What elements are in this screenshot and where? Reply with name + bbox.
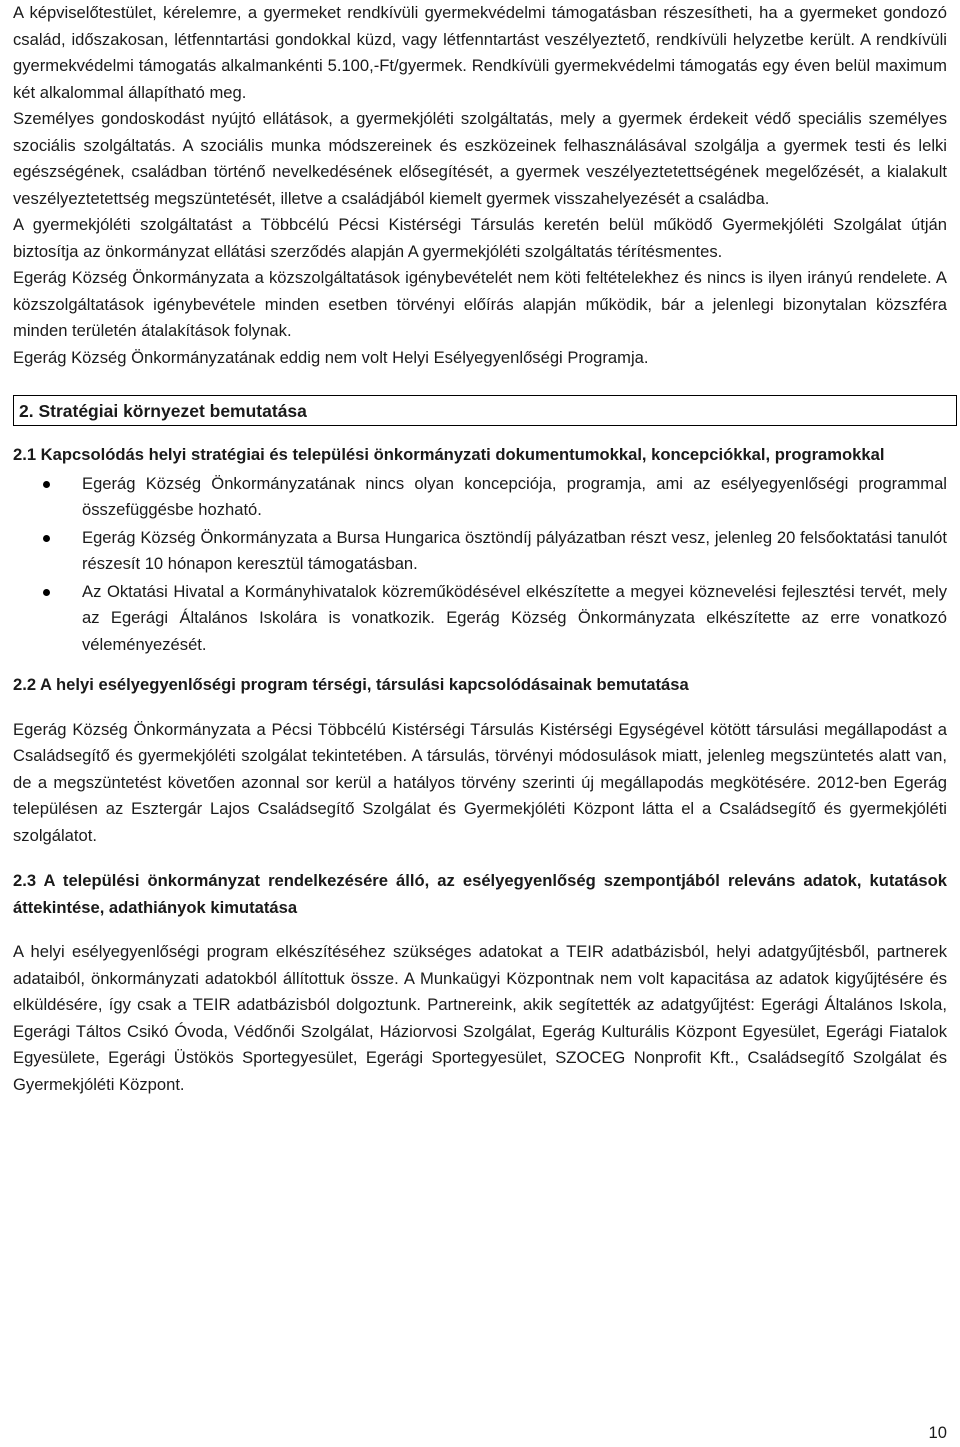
bullet-text: Az Oktatási Hivatal a Kormányhivatalok közreműködésével elkészítette a megyei köznevelési fejlesztési tervét, mely az Egerági Általános Iskolára is vonatkozik. Egerág Község Önkormányzata elkészítette az erre vonatkozó véleményezését. [82,581,947,654]
page-number: 10 [928,1422,947,1442]
page-content [13,0,947,1098]
section-2-2-heading: 2.2 A helyi esélyegyenlőségi program térségi, társulási kapcsolódásainak bemutatása [13,675,689,694]
section-2-3-paragraph: A helyi esélyegyenlőségi program elkészítéséhez szükséges adatokat a TEIR adatbázisból, helyi adatgyűjtésből, partnerek adataiból, önkormányzati adatokból állítottuk össze. A Munkaügyi Központnak nem volt kapacitása az adatok kigyűjtésére és elküldésére, így csak a TEIR adatbázisból dolgoztunk. Partnereink, akik segítették az adatgyűjtést: Egerági Általános Iskola, Egerági Táltos Csikó Óvoda, Védőnői Szolgálat, Háziorvosi Szolgálat, Egerág Kulturális Központ Egyesület, Egerági Fiatalok Egyesülete, Egerági Üstökös Sportegyesület, Egerági Sportegyesület, SZOCEG Nonprofit Kft., Családsegítő Szolgálat és Gyermekjóléti Központ. [13,942,947,1094]
bullet-icon [43,535,50,542]
section-2-2-paragraph: Egerág Község Önkormányzata a Pécsi Többcélú Kistérségi Társulás Kistérségi Egységével kötött társulási megállapodást a Családsegítő és gyermekjóléti szolgálat tekintetében. A társulás, törvényi módosulások miatt, jelenleg megszüntetés alatt van, de a megszüntetést követően azonnal sor kerül a hatályos törvény szerinti új megállapodás megkötésére. 2012-ben Egerág településen az Esztergár Lajos Családsegítő Szolgálat és Gyermekjóléti Központ látta el a Családsegítő és gyermekjóléti szolgálatot. [13,719,947,845]
section-2-1-heading: 2.1 Kapcsolódás helyi stratégiai és települési önkormányzati dokumentumokkal, koncepciókkal, programokkal [13,445,885,464]
list-item [13,525,947,578]
intro-paragraph-support: A képviselőtestület, kérelemre, a gyermeket rendkívüli gyermekvédelmi támogatásban részesítheti, ha a gyermeket gondozó család, időszakosan, létfenntartási gondokkal küzd, vagy létfenntartást veszélyeztető, rendkívüli helyzetbe került. A rendkívüli gyermekvédelmi támogatás alkalmankénti 5.100,-Ft/gyermek. Rendkívüli gyermekvédelmi támogatás egy éven belül maximum két alkalommal állapítható meg. [13,3,947,102]
bullet-text: Egerág Község Önkormányzatának nincs olyan koncepciója, programja, ami az esélyegyenlőségi programmal összefüggésbe hozható. [82,473,947,519]
section-2-1-bullet-list [13,471,947,659]
bullet-icon [43,481,50,488]
section-2-heading: 2. Stratégiai környezet bemutatása [13,395,957,426]
list-item [13,579,947,659]
intro-paragraph-child-welfare: Személyes gondoskodást nyújtó ellátások, a gyermekjóléti szolgáltatás, mely a gyermek érdekeit védő speciális személyes szociális szolgáltatás. A szociális munka módszereinek és eszközeinek felhasználásával szolgálja a gyermek testi és lelki egészségének, családban történő nevelkedésének elősegítését, a gyermek veszélyeztetettségének megelőzését, a kialakult veszélyeztetettség megszüntetését, illetve a családjából kiemelt gyermek visszahelyezését a családba. [13,109,947,208]
list-item [13,471,947,524]
bullet-text: Egerág Község Önkormányzata a Bursa Hungarica ösztöndíj pályázatban részt vesz, jelenleg 20 felsőoktatási tanulót részesít 10 hónapon keresztül támogatásban. [82,527,947,573]
intro-paragraph-no-program: Egerág Község Önkormányzatának eddig nem volt Helyi Esélyegyenlőségi Programja. [13,347,649,367]
intro-paragraph-public-services: Egerág Község Önkormányzata a közszolgáltatások igénybevételét nem köti feltételekhez és nincs is ilyen irányú rendelete. A közszolgáltatások igénybevétele minden esetben törvényi előírás alapján működik, bár a jelenlegi bizonytalan közszféra minden területén átalakítások folynak. [13,268,947,340]
intro-paragraph-service: A gyermekjóléti szolgáltatást a Többcélú Pécsi Kistérségi Társulás keretén belül működő Gyermekjóléti Szolgálat útján biztosítja az önkormányzat ellátási szerződés alapján A gyermekjóléti szolgáltatás térítésmentes. [13,215,947,261]
bullet-icon [43,589,50,596]
section-2-3-heading: 2.3 A települési önkormányzat rendelkezésére álló, az esélyegyenlőség szempontjából releváns adatok, kutatások áttekintése, adathiányok kimutatása [13,871,947,917]
